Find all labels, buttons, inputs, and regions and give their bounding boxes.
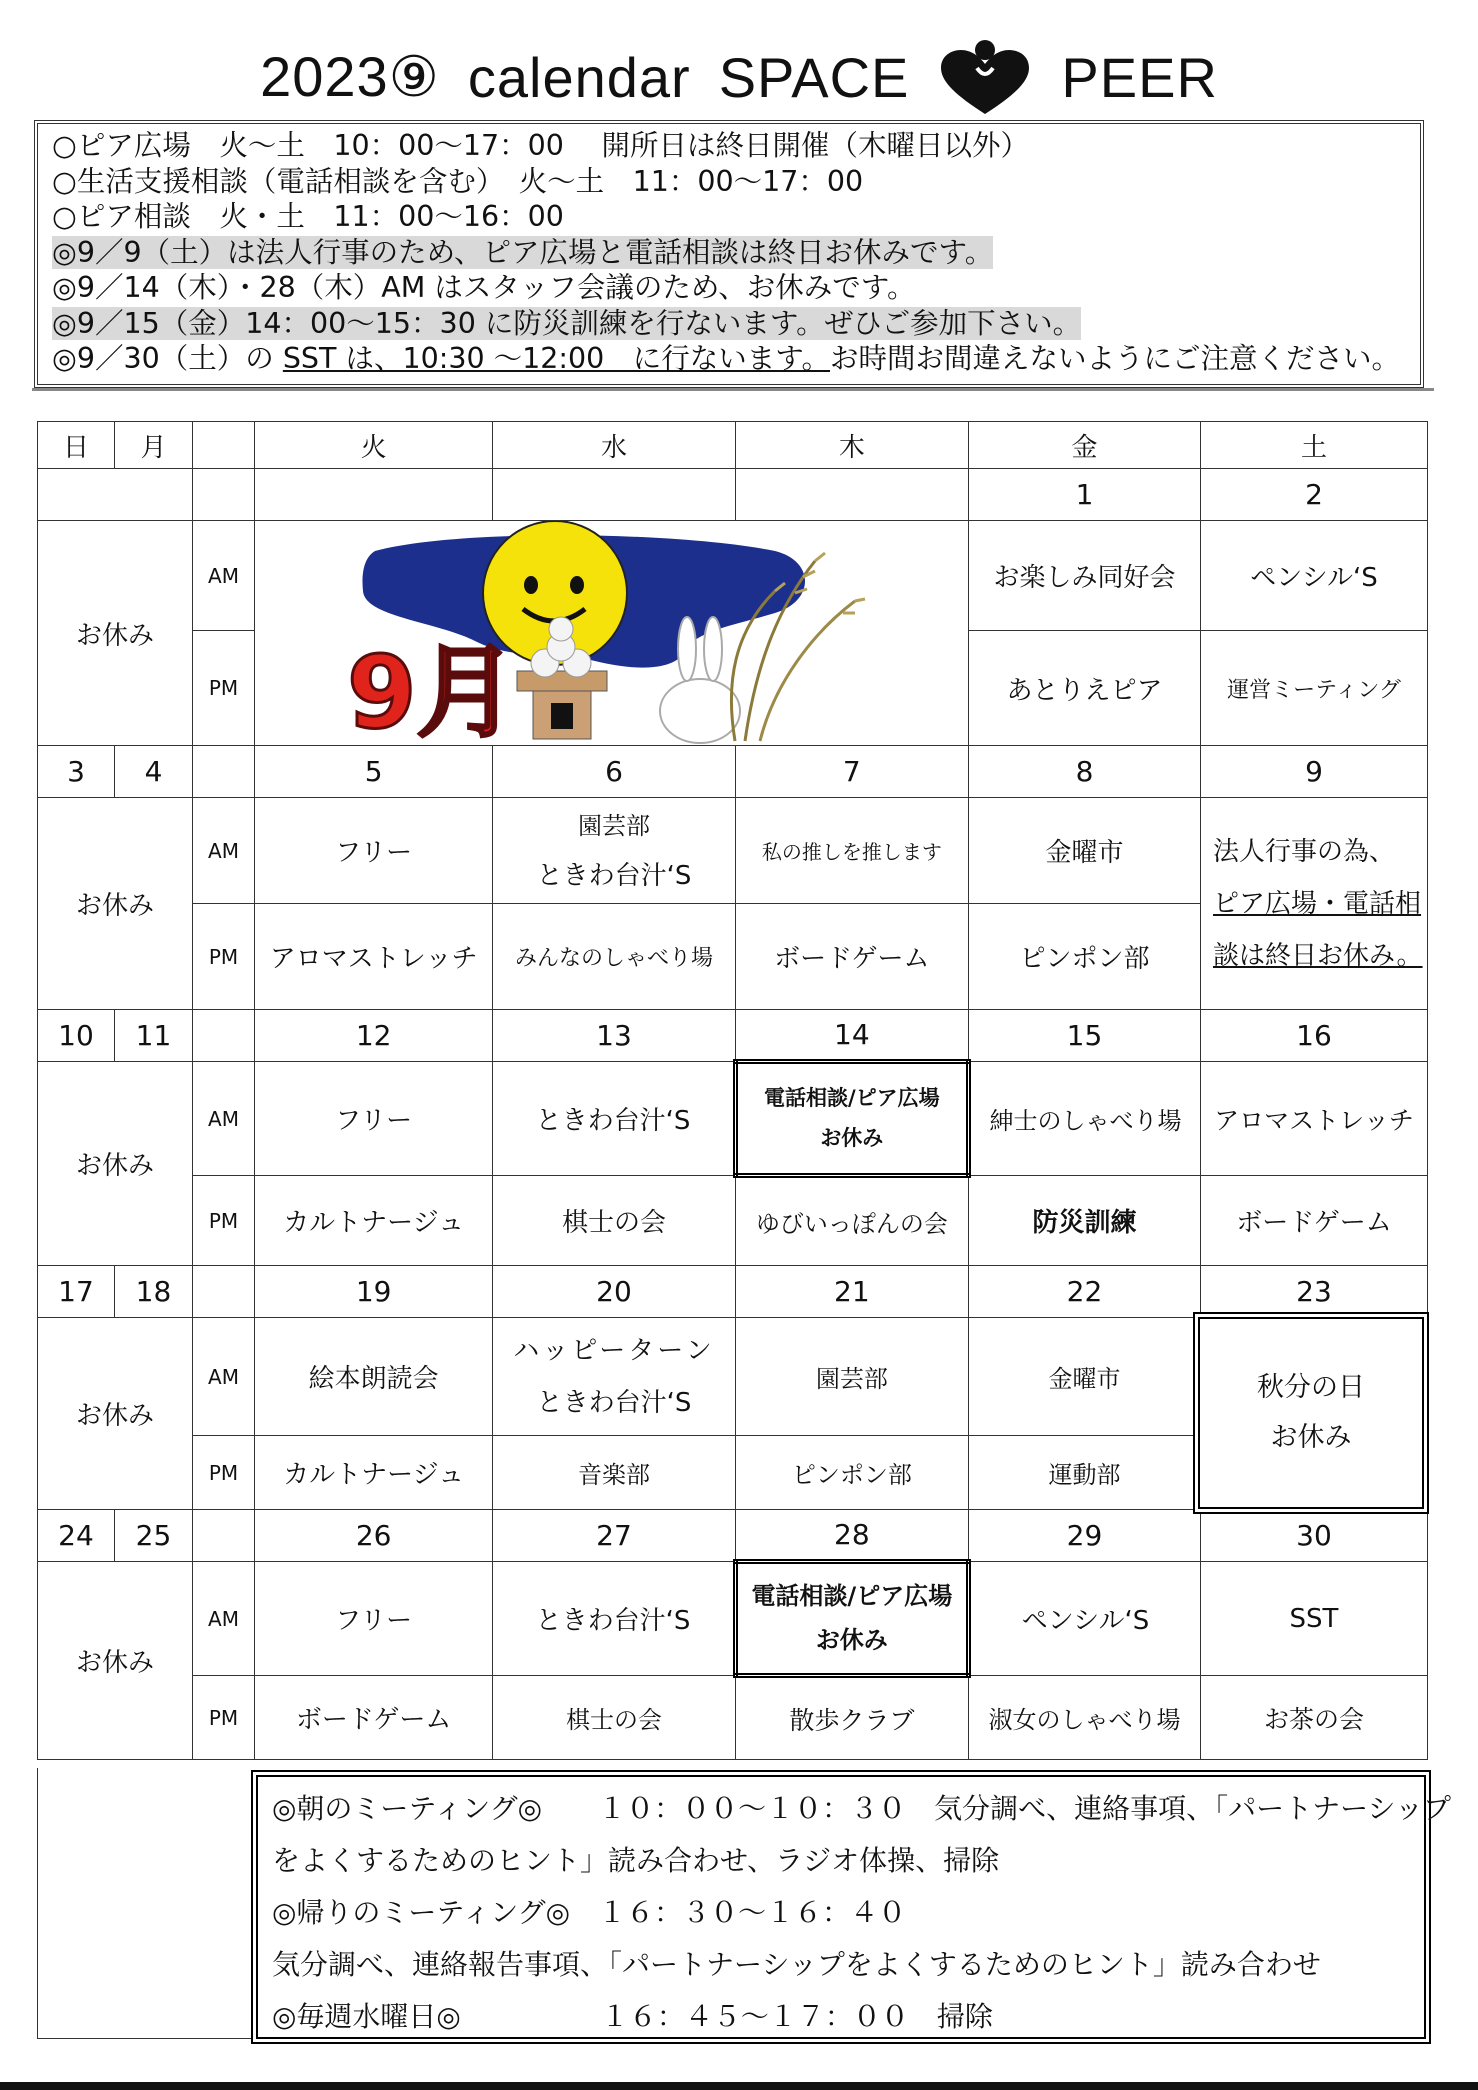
date-cell	[193, 469, 255, 521]
activity-cell: ゆびいっぽんの会	[735, 1176, 968, 1266]
header-sun: 日	[38, 422, 115, 469]
activity-cell: あとりえピア	[969, 631, 1201, 746]
closed-cell: お休み	[38, 1562, 193, 1760]
activity-cell: 紳士のしゃべり場	[969, 1062, 1201, 1176]
info-text: お時間お間違えないようにご注意ください。	[830, 342, 1401, 375]
date-cell: 1	[969, 469, 1201, 521]
header-mon: 月	[115, 422, 193, 469]
closed-cell: お休み	[38, 1318, 193, 1510]
divider	[32, 382, 1434, 391]
info-line-sst	[52, 341, 1420, 377]
am-row	[38, 798, 1428, 904]
date-cell: 13	[493, 1010, 735, 1062]
info-line: ◎9／15（金）14：00～15：30 に防災訓練を行ないます。ぜひご参加下さい。	[52, 306, 1082, 340]
heart-logo-icon	[937, 38, 1033, 116]
activity-cell: フリー	[255, 1562, 493, 1676]
closed-notice-cell	[735, 1062, 968, 1176]
activity-cell: ピンポン部	[735, 1436, 968, 1510]
activity-cell: お楽しみ同好会	[969, 521, 1201, 631]
notice-text: お休み	[820, 1125, 884, 1150]
date-cell: 15	[969, 1010, 1201, 1062]
notice-text: 電話相談/ピア広場	[751, 1582, 953, 1611]
date-cell	[38, 469, 193, 521]
meeting-line: をよくするためのヒント」読み合わせ、ラジオ体操、掃除	[272, 1844, 1000, 1877]
activity-cell: 運動部	[969, 1436, 1201, 1510]
holiday-text: 秋分の日	[1257, 1372, 1365, 1403]
activity-cell: カルトナージュ	[255, 1176, 493, 1266]
date-cell: 29	[969, 1510, 1201, 1562]
header-row	[38, 422, 1428, 469]
meeting-line: ◎毎週水曜日◎ １６：４５～１７：００ 掃除	[272, 2000, 993, 2033]
am-row	[38, 521, 1428, 631]
pm-label: PM	[193, 631, 255, 746]
info-line: ○生活支援相談（電話相談を含む） 火～土 11：00～17：00	[52, 164, 864, 198]
date-cell: 28	[735, 1510, 968, 1562]
pm-label: PM	[193, 904, 255, 1010]
activity-cell: アロマストレッチ	[1201, 1062, 1428, 1176]
am-row	[38, 1562, 1428, 1676]
date-cell	[735, 469, 968, 521]
info-line: ◎9／9（土）は法人行事のため、ピア広場と電話相談は終日お休みです。	[52, 235, 994, 269]
date-cell: 27	[493, 1510, 735, 1562]
date-row	[38, 469, 1428, 521]
info-underlined: SST は、10:30 ～12:00 に行ないます。	[282, 342, 831, 375]
am-row	[38, 1062, 1428, 1176]
activity-cell: ときわ台汁‘S	[493, 1562, 735, 1676]
meeting-line: ◎帰りのミーティング◎ １６：３０～１６：４０	[272, 1896, 907, 1929]
date-cell	[193, 1266, 255, 1318]
date-cell: 5	[255, 746, 493, 798]
pm-row	[38, 1676, 1428, 1760]
pm-label: PM	[193, 1176, 255, 1266]
moon-viewing-illustration	[255, 521, 968, 745]
date-mon: 18	[115, 1266, 193, 1318]
notice-text: 電話相談/ピア広場	[763, 1085, 940, 1110]
header-blank	[193, 422, 255, 469]
activity-text: ときわ台汁‘S	[536, 1387, 692, 1418]
activity-cell: ボードゲーム	[1201, 1176, 1428, 1266]
date-cell: 12	[255, 1010, 493, 1062]
date-cell: 9	[1201, 746, 1428, 798]
activity-cell: カルトナージュ	[255, 1436, 493, 1510]
activity-text: ときわ台汁‘S	[536, 860, 692, 891]
am-label: AM	[193, 1562, 255, 1676]
date-row	[38, 1010, 1428, 1062]
date-cell: 19	[255, 1266, 493, 1318]
activity-cell-double	[493, 798, 735, 904]
activity-cell: 私の推しを推します	[735, 798, 968, 904]
bottom-rule	[0, 2082, 1478, 2090]
brand-left: SPACE	[718, 45, 910, 109]
notice-text: お休み	[815, 1625, 888, 1654]
closed-cell: お休み	[38, 521, 193, 746]
activity-cell: ピンポン部	[969, 904, 1201, 1010]
date-cell: 6	[493, 746, 735, 798]
info-line: ◎9／14（木）・28（木）AM はスタッフ会議のため、お休みです。	[52, 271, 916, 304]
activity-cell: アロマストレッチ	[255, 904, 493, 1010]
activity-cell: 絵本朗読会	[255, 1318, 493, 1436]
date-cell: 16	[1201, 1010, 1428, 1062]
info-line: ○ピア相談 火・土 11：00～16：00	[52, 200, 564, 233]
activity-cell: みんなのしゃべり場	[493, 904, 735, 1010]
pm-label: PM	[193, 1676, 255, 1760]
date-cell: 23	[1201, 1266, 1428, 1318]
closed-cell: お休み	[38, 798, 193, 1010]
header-sat: 土	[1201, 422, 1428, 469]
september-illustration	[255, 521, 969, 746]
date-mon: 25	[115, 1510, 193, 1562]
activity-cell: 金曜市	[969, 798, 1201, 904]
date-cell: 14	[735, 1010, 968, 1062]
brand-right: PEER	[1061, 45, 1218, 109]
meeting-line: ◎朝のミーティング◎ １０：００～１０：３０ 気分調べ、連絡事項、「パートナーシップ	[272, 1792, 1451, 1825]
am-label: AM	[193, 521, 255, 631]
am-label: AM	[193, 798, 255, 904]
header-thu: 木	[735, 422, 968, 469]
activity-cell: 音楽部	[493, 1436, 735, 1510]
activity-cell: フリー	[255, 798, 493, 904]
am-label: AM	[193, 1318, 255, 1436]
meeting-box	[251, 1770, 1451, 2044]
activity-cell: フリー	[255, 1062, 493, 1176]
activity-cell: 棋士の会	[493, 1676, 735, 1760]
closed-cell: お休み	[38, 1062, 193, 1266]
date-cell: 30	[1201, 1510, 1428, 1562]
header-fri: 金	[969, 422, 1201, 469]
activity-cell-double	[493, 1318, 735, 1436]
date-cell: 8	[969, 746, 1201, 798]
activity-cell: ペンシル‘S	[969, 1562, 1201, 1676]
date-cell	[193, 1010, 255, 1062]
activity-cell: 棋士の会	[493, 1176, 735, 1266]
activity-cell: ときわ台汁‘S	[493, 1062, 735, 1176]
date-mon: 4	[115, 746, 193, 798]
activity-cell: ボードゲーム	[255, 1676, 493, 1760]
activity-cell: SST	[1201, 1562, 1428, 1676]
date-cell	[193, 746, 255, 798]
date-sun: 17	[38, 1266, 115, 1318]
sat-note-cell	[1201, 798, 1428, 1010]
pm-row	[38, 1176, 1428, 1266]
info-box	[34, 120, 1424, 388]
page-title	[0, 38, 1478, 116]
meeting-spacer	[37, 1768, 253, 2039]
date-cell: 22	[969, 1266, 1201, 1318]
closed-notice-cell	[735, 1562, 968, 1676]
date-row	[38, 1266, 1428, 1318]
holiday-notice	[1193, 1312, 1429, 1514]
activity-cell-drill: 防災訓練	[969, 1176, 1201, 1266]
date-sun: 3	[38, 746, 115, 798]
info-line: ○ピア広場 火～土 10：00～17：00 開所日は終日開催（木曜日以外）	[52, 129, 1029, 162]
date-cell: 2	[1201, 469, 1428, 521]
activity-text: ハッピーターン	[513, 1335, 715, 1366]
am-label: AM	[193, 1062, 255, 1176]
header-wed: 水	[493, 422, 735, 469]
date-sun: 10	[38, 1010, 115, 1062]
activity-cell: 運営ミーティング	[1201, 631, 1428, 746]
activity-cell: 散歩クラブ	[735, 1676, 968, 1760]
date-cell	[193, 1510, 255, 1562]
date-mon: 11	[115, 1010, 193, 1062]
activity-cell: お茶の会	[1201, 1676, 1428, 1760]
date-sun: 24	[38, 1510, 115, 1562]
date-cell: 7	[735, 746, 968, 798]
info-text: ◎9／30（土）の	[52, 342, 283, 375]
activity-cell: ペンシル‘S	[1201, 521, 1428, 631]
pm-label: PM	[193, 1436, 255, 1510]
date-cell	[493, 469, 735, 521]
holiday-text: お休み	[1270, 1422, 1352, 1453]
date-cell: 20	[493, 1266, 735, 1318]
header-tue: 火	[255, 422, 493, 469]
date-row	[38, 746, 1428, 798]
date-cell	[255, 469, 493, 521]
date-row	[38, 1510, 1428, 1562]
month-label	[347, 634, 517, 745]
sat-note-line: ピア広場・電話相	[1213, 888, 1422, 919]
sat-note-line: 談は終日お休み。	[1213, 940, 1423, 971]
date-cell: 21	[735, 1266, 968, 1318]
title-year: 2023⑨	[260, 45, 440, 108]
meeting-line: 気分調べ、連絡報告事項、「パートナーシップをよくするためのヒント」読み合わせ	[272, 1948, 1321, 1981]
sat-note-line: 法人行事の為、	[1213, 836, 1396, 867]
date-cell: 26	[255, 1510, 493, 1562]
activity-cell: 淑女のしゃべり場	[969, 1676, 1201, 1760]
activity-cell: 金曜市	[969, 1318, 1201, 1436]
title-word: calendar	[467, 45, 691, 109]
activity-cell: ボードゲーム	[735, 904, 968, 1010]
calendar-table	[37, 421, 1428, 1760]
activity-cell: 園芸部	[735, 1318, 968, 1436]
month-label-text: 9月	[347, 634, 517, 745]
activity-text: 園芸部	[577, 811, 650, 840]
